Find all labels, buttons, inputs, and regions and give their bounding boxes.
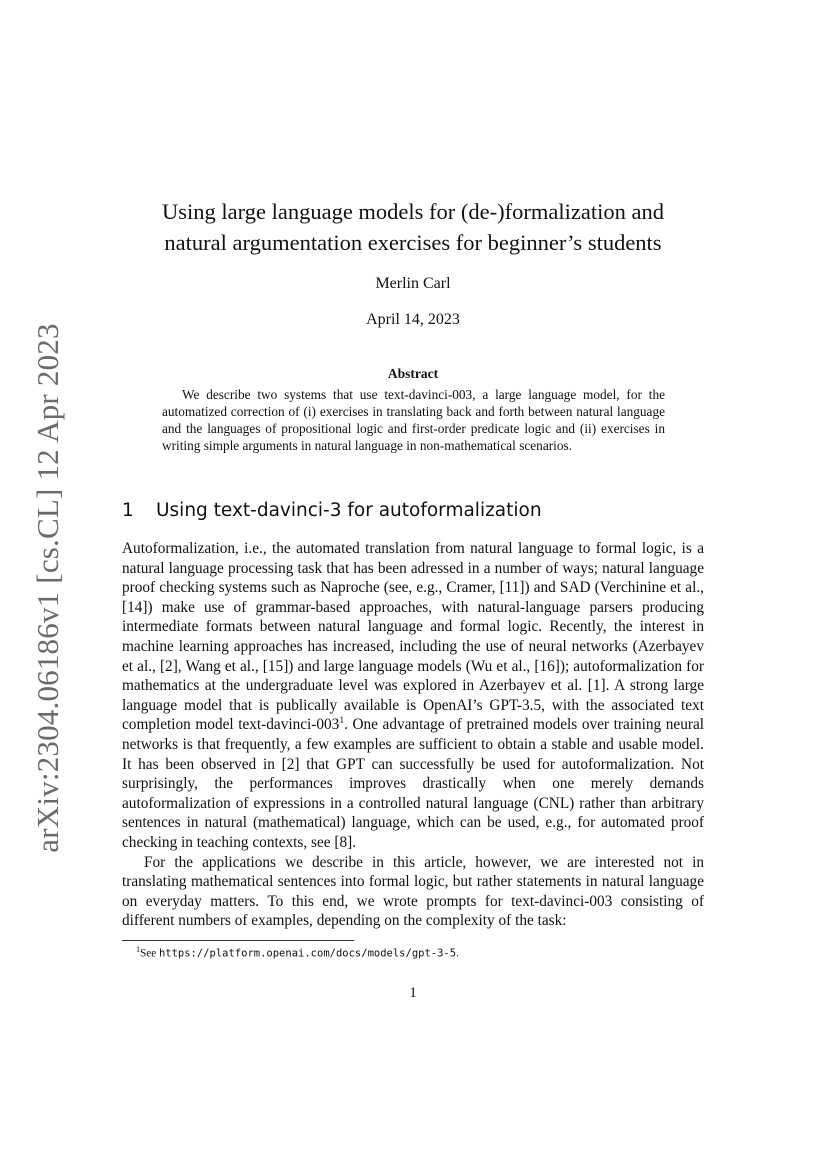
footnote-reference[interactable]: 1 (339, 716, 345, 727)
section-heading (122, 500, 542, 521)
section-number: 1 (122, 500, 134, 521)
paper-date: April 14, 2023 (366, 311, 460, 328)
abstract-heading: Abstract (387, 366, 439, 381)
paragraph-2: For the applications we describe in this article, however, we are interested not in translating mathematical sentences into formal logic, but rather statements in natural language on everyday matters. To this end, we wrote prompts for text-davinci-003 consisting of different numbers of examples, depending on the complexity of the task: (122, 853, 704, 930)
footnote-suffix: . (456, 947, 459, 960)
footnote-link[interactable]: https://platform.openai.com/docs/models/gpt-3-5 (158, 947, 457, 960)
paragraph-1-text-a: Autoformalization, i.e., the automated translation from natural language to formal logic, is a natural language processing task that has been adressed in a number of ways; natural language proof checking systems such as Naproche (see, e.g., Cramer, [11]) and SAD (Verchinine et al., [14]) make use of grammar-based approaches, with natural-language parsers producing intermediate formats between natural language and formal logic. Recently, the interest in machine learning approaches has increased, including the use of neural networks (Azerbayev et al., [2], Wang et al., [15]) and large language models (Wu et al., [16]); autoformalization for mathematics at the undergraduate level was explored in Azerbayev et al. [1]. A strong large language model that is publically available is OpenAI’s GPT-3.5, with the associated text completion model text-davinci-003 (122, 540, 704, 734)
author-name: Merlin Carl (375, 275, 451, 292)
title-line-1: Using large language models for (de-)formalization and (162, 199, 664, 224)
paper-title (112, 196, 714, 258)
paragraph-1-text-b: . One advantage of pretrained models over training neural networks is that frequently, a few examples are sufficient to obtain a stable and usable model. It has been observed in [2] that GPT can successfully be used for autoformalization. Not surprisingly, the performances improves drastically when one merely demands autoformalization of expressions in a controlled natural language (CNL) rather than arbitrary sentences in natural (mathematical) language, which can be used, e.g., for automated proof checking in teaching contexts, see [8]. (122, 716, 704, 851)
footnote (136, 945, 459, 960)
footnote-mark: 1 (136, 945, 140, 954)
paragraph-1 (122, 539, 704, 853)
arxiv-side-identifier: arXiv:2304.06186v1 [cs.CL] 12 Apr 2023 (30, 323, 65, 853)
title-line-2: natural argumentation exercises for beginner’s students (164, 230, 662, 255)
section-title: Using text-davinci-3 for autoformalization (156, 500, 542, 521)
abstract-text: We describe two systems that use text-davinci-003, a large language model, for the automatized correction of (i) exercises in translating back and forth between natural language and the languages of propositional logic and first-order predicate logic and (ii) exercises in writing simple arguments in natural language in non-mathematical scenarios. (162, 387, 665, 454)
page-number: 1 (409, 985, 417, 1001)
footnote-divider (122, 940, 354, 941)
footnote-prefix: See (140, 947, 159, 960)
section-body (122, 539, 704, 931)
